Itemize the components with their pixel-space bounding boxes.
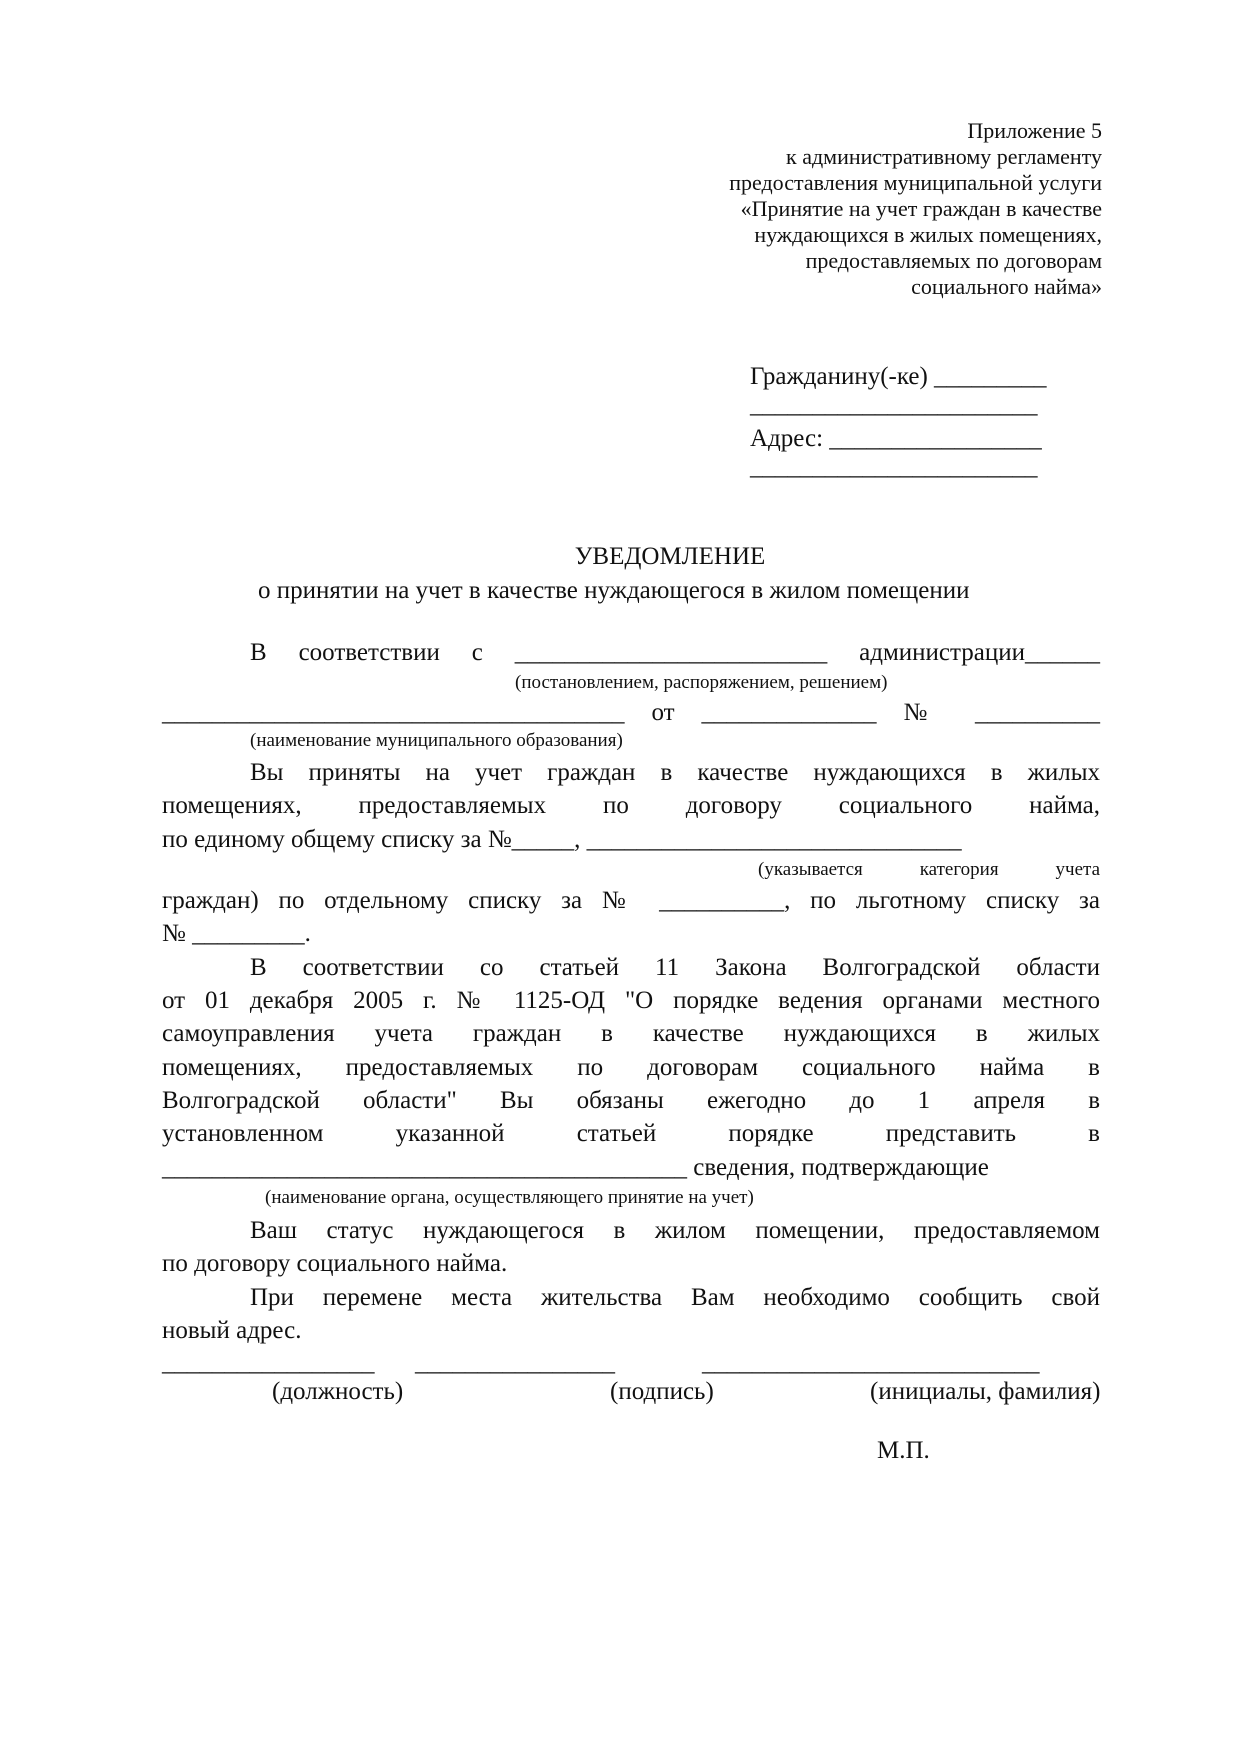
hint-municipality: (наименование муниципального образования)	[250, 730, 623, 751]
address-field: Адрес: _________________	[750, 425, 1042, 452]
body-line: __________________________________________ сведения, подтверждающие	[162, 1154, 989, 1181]
body-line: _____________________________________ от ______________ № __________	[162, 699, 1100, 726]
body-line: Вы приняты на учет граждан в качестве нуждающихся в жилых	[250, 759, 1100, 786]
annex-line: нуждающихся в жилых помещениях,	[754, 222, 1102, 247]
hint-authority: (наименование органа, осуществляющего принятие на учет)	[265, 1187, 754, 1208]
annex-line: предоставляемых по договорам	[805, 248, 1102, 273]
signature-caption: (подпись)	[610, 1378, 714, 1405]
annex-line: социального найма»	[911, 274, 1102, 299]
citizen-field-line: _______________________	[750, 391, 1038, 418]
body-line: по договору социального найма.	[162, 1250, 508, 1277]
address-field-line: _______________________	[750, 453, 1038, 480]
citizen-field: Гражданину(-ке) _________	[750, 363, 1047, 390]
name-caption: (инициалы, фамилия)	[870, 1378, 1101, 1405]
body-line: граждан) по отдельному списку за № __________, по льготному списку за	[162, 887, 1100, 914]
hint-act-type: (постановлением, распоряжением, решением)	[515, 672, 888, 693]
body-line: № _________.	[162, 920, 311, 947]
annex-line: «Принятие на учет граждан в качестве	[740, 196, 1102, 221]
body-line: самоуправления учета граждан в качестве нуждающихся в жилых	[162, 1020, 1100, 1047]
body-line: В соответствии со статьей 11 Закона Волгоградской области	[250, 954, 1100, 981]
position-line: _________________	[162, 1349, 375, 1376]
document-title: УВЕДОМЛЕНИЕ	[574, 543, 766, 570]
position-caption: (должность)	[272, 1378, 404, 1405]
body-line: При перемене места жительства Вам необходимо сообщить свой	[250, 1284, 1100, 1311]
body-line: Волгоградской области" Вы обязаны ежегодно до 1 апреля в	[162, 1087, 1100, 1114]
document-subtitle: о принятии на учет в качестве нуждающегося в жилом помещении	[258, 577, 970, 604]
stamp-place: М.П.	[877, 1437, 930, 1464]
body-line: В соответствии с _________________________ администрации______	[250, 639, 1100, 666]
hint-category: (указывается категория учета	[758, 859, 1100, 880]
body-line: установленном указанной статьей порядке представить в	[162, 1120, 1100, 1147]
name-line: ___________________________	[702, 1349, 1040, 1376]
body-line: новый адрес.	[162, 1317, 302, 1344]
body-line: по единому общему списку за №_____, ______________________________	[162, 826, 962, 853]
body-line: помещениях, предоставляемых по договорам социального найма в	[162, 1054, 1100, 1081]
signature-line: ________________	[415, 1349, 615, 1376]
body-line: от 01 декабря 2005 г. № 1125-ОД "О порядке ведения органами местного	[162, 987, 1100, 1014]
body-line: помещениях, предоставляемых по договору социального найма,	[162, 792, 1100, 819]
annex-line: Приложение 5	[967, 118, 1102, 143]
annex-line: предоставления муниципальной услуги	[729, 170, 1102, 195]
annex-line: к административному регламенту	[786, 144, 1102, 169]
body-line: Ваш статус нуждающегося в жилом помещении, предоставляемом	[250, 1217, 1100, 1244]
